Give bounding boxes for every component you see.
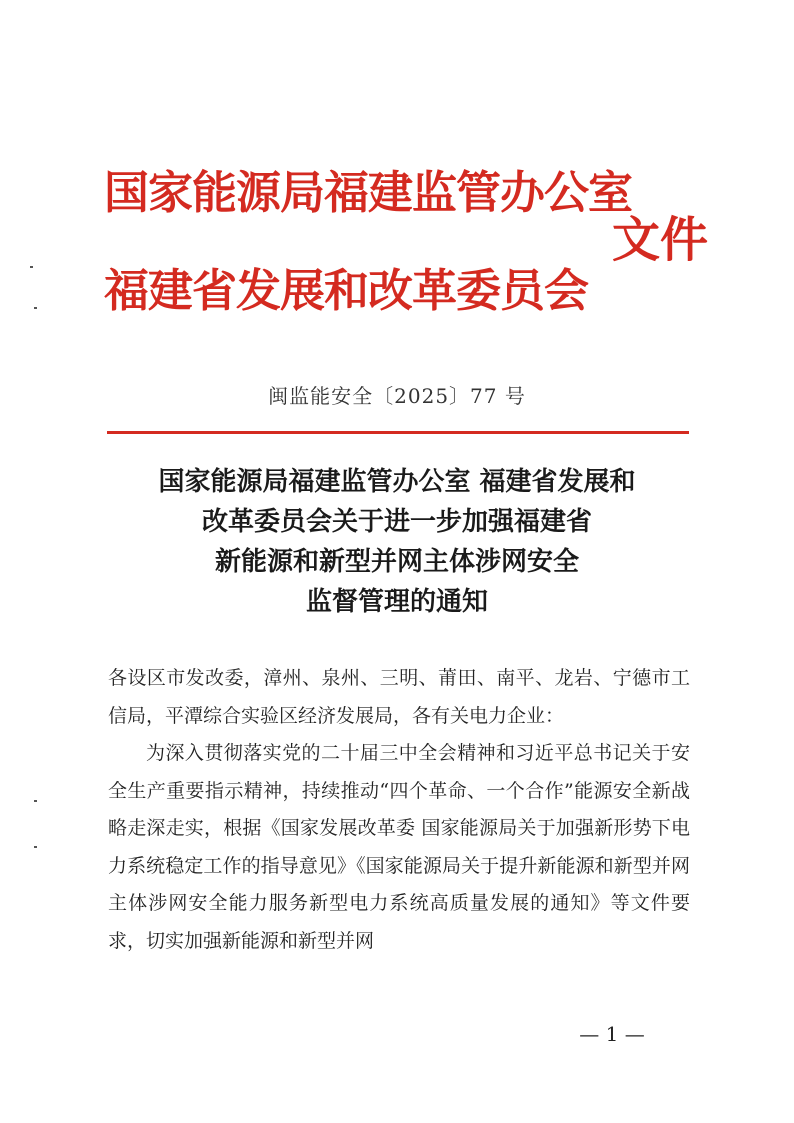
document-number: 闽监能安全〔2025〕77 号 bbox=[268, 384, 526, 408]
title-line-2: 改革委员会关于进一步加强福建省 bbox=[201, 507, 592, 537]
page-number-label: — 1 — bbox=[579, 1022, 645, 1046]
issuer-name-1: 国家能源局福建监管办公室 bbox=[104, 166, 633, 219]
page-number bbox=[0, 1022, 794, 1046]
document-suffix: 文件 bbox=[612, 212, 709, 268]
red-divider bbox=[107, 431, 689, 434]
title-line-3: 新能源和新型并网主体涉网安全 bbox=[214, 547, 579, 577]
title-line-4: 监督管理的通知 bbox=[305, 587, 488, 617]
recipients-paragraph: 各设区市发改委，漳州、泉州、三明、莆田、南平、龙岩、宁德市工信局，平潭综合实验区经济发展局，各有关电力企业： bbox=[108, 667, 690, 727]
scan-speck bbox=[34, 846, 37, 848]
title-line-1: 国家能源局福建监管办公室 福建省发展和 bbox=[158, 467, 636, 497]
issuer-name-2: 福建省发展和改革委员会 bbox=[104, 264, 589, 317]
notice-title bbox=[0, 462, 794, 622]
scan-speck bbox=[34, 800, 37, 802]
body-paragraph-1: 为深入贯彻落实党的二十届三中全会精神和习近平总书记关于安全生产重要指示精神，持续推动“四个革命、一个合作”能源安全新战略走深走实，根据《国家发展改革委 国家能源局关于加强新形势下电力系统稳定工作的指导意见》《国家能源局关于提升新能源和新型并网主体涉网安全能力服务新型电力系统高质量发展的通知》等文件要求，切实加强新能源和新型并网 bbox=[108, 742, 690, 952]
body-text bbox=[108, 660, 690, 960]
scan-speck bbox=[34, 307, 37, 309]
scan-speck bbox=[30, 266, 33, 268]
